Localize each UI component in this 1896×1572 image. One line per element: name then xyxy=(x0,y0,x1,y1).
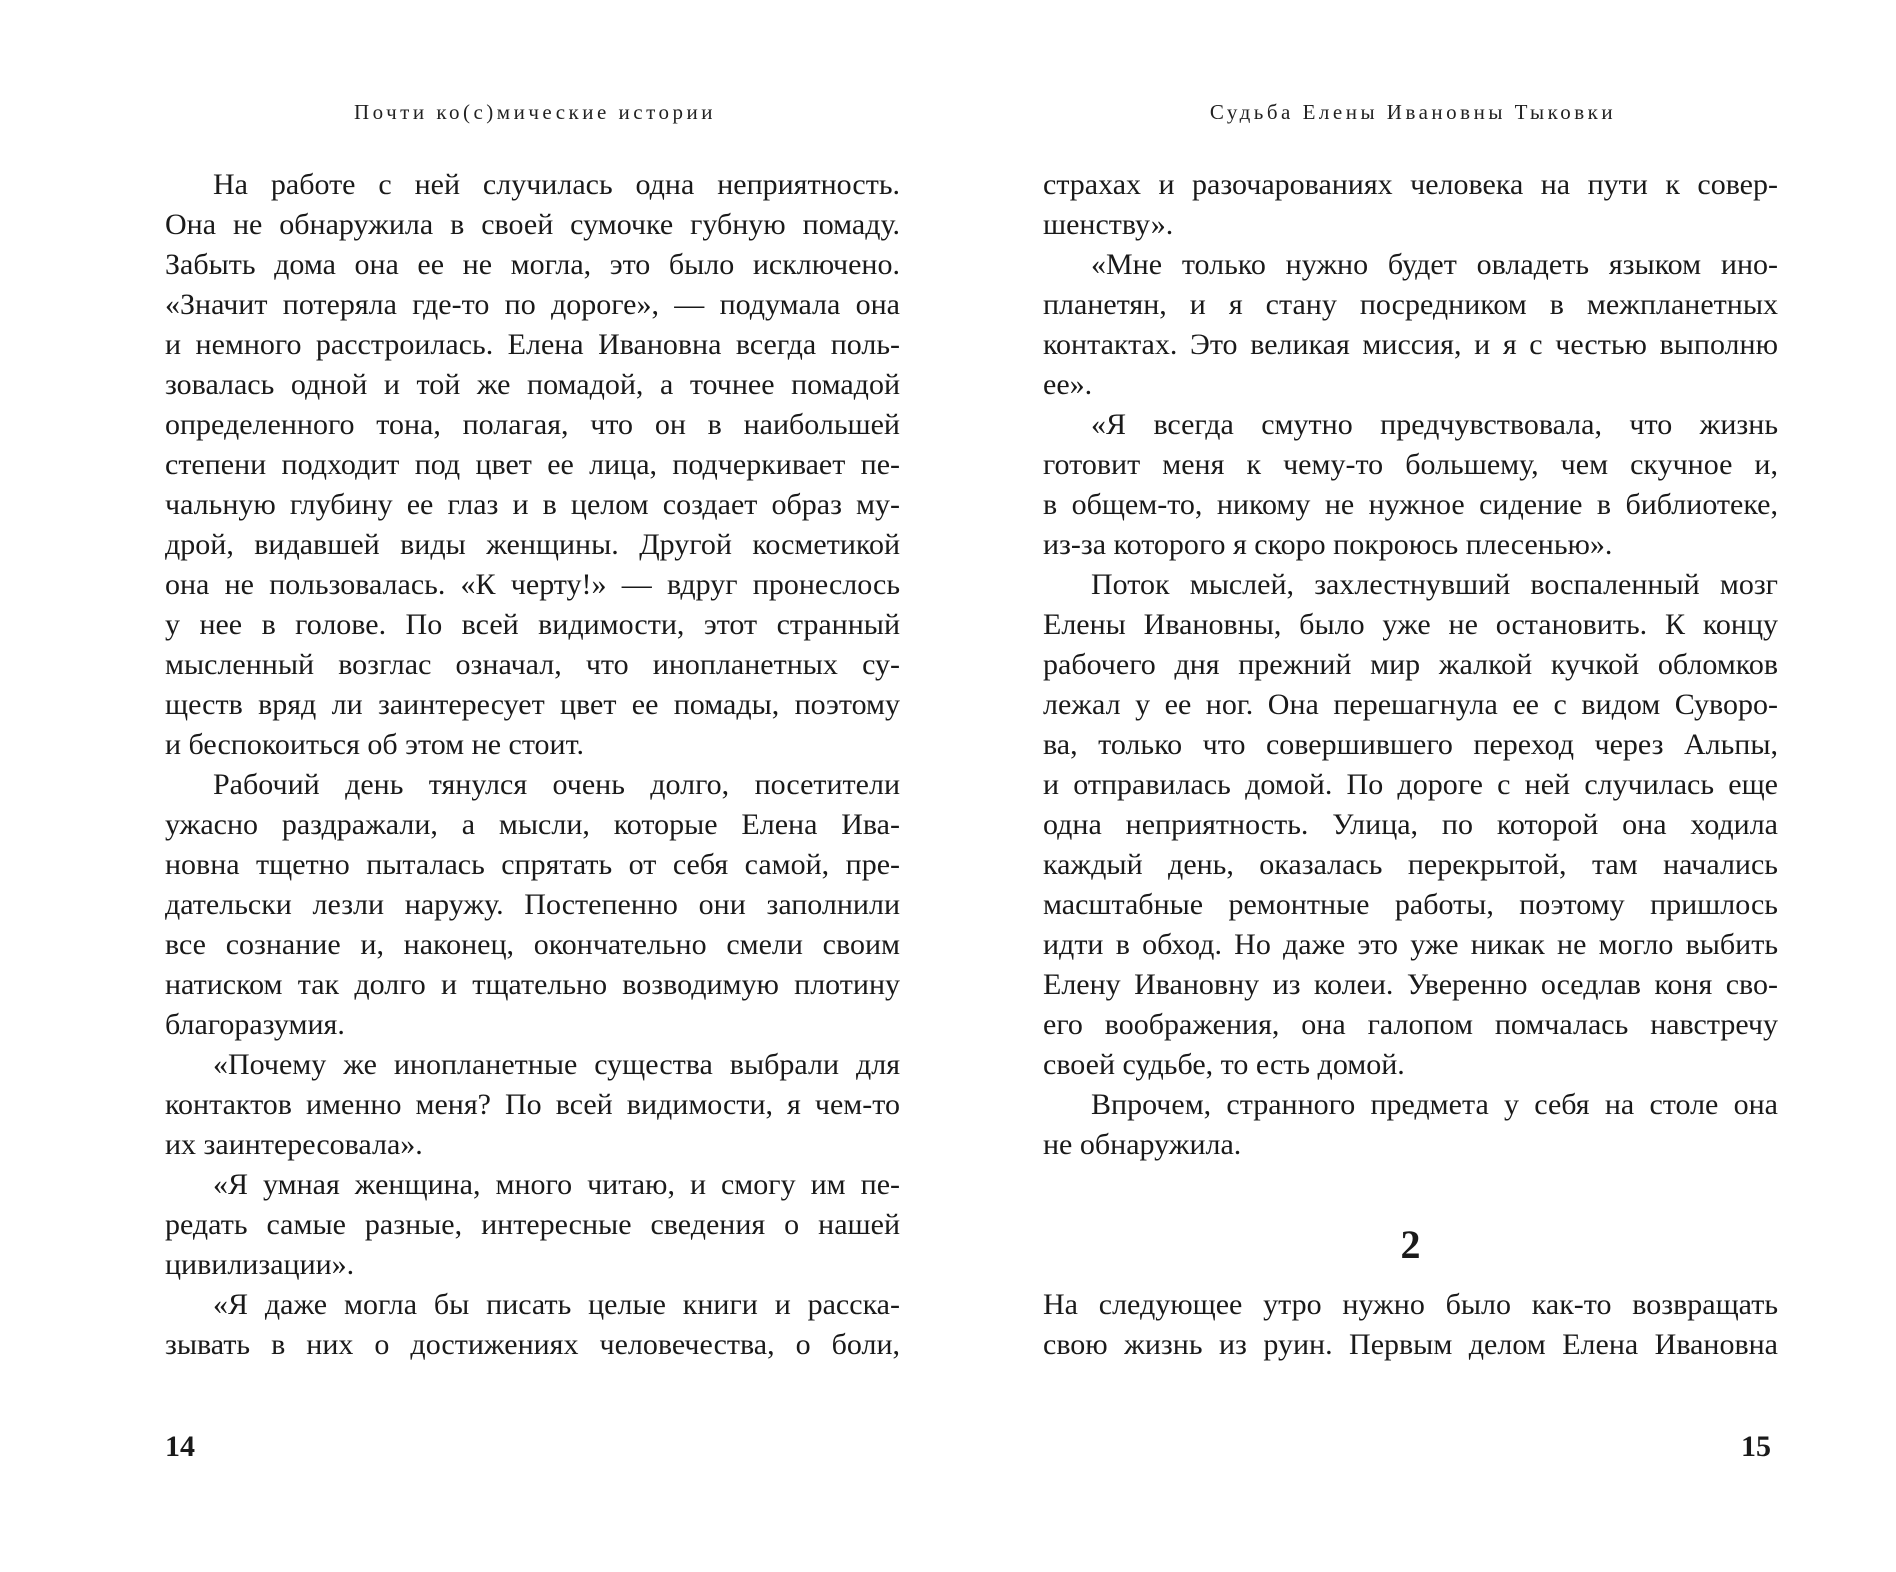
text-line: зовалась одной и той же помадой, а точнее помадой xyxy=(165,368,900,401)
text-line: «Почему же инопланетные существа выбрали для xyxy=(213,1048,900,1081)
text-line: контактов именно меня? По всей видимости, я чем-то xyxy=(165,1088,900,1121)
text-line: новна тщетно пыталась спрятать от себя самой, пре- xyxy=(165,848,900,881)
text-line: планетян, и я стану посредником в межпланетных xyxy=(1043,288,1778,321)
page-number-right: 15 xyxy=(1741,1430,1771,1463)
text-line: и беспокоиться об этом не стоит. xyxy=(165,728,584,761)
text-line: благоразумия. xyxy=(165,1008,345,1041)
text-line: рабочего дня прежний мир жалкой кучкой обломков xyxy=(1043,648,1778,681)
text-line: масштабные ремонтные работы, поэтому пришлось xyxy=(1043,888,1778,921)
text-line: определенного тона, полагая, что он в наибольшей xyxy=(165,408,900,441)
text-line: редать самые разные, интересные сведения о нашей xyxy=(165,1208,900,1241)
text-line: Елену Ивановну из колеи. Уверенно оседлав коня сво- xyxy=(1043,968,1778,1001)
text-line: «Мне только нужно будет овладеть языком ино- xyxy=(1091,248,1778,281)
text-line: На следующее утро нужно было как-то возвращать xyxy=(1043,1288,1778,1321)
text-block-before-chapter xyxy=(1043,165,1778,1165)
text-line: их заинтересовала». xyxy=(165,1128,423,1161)
text-line: свою жизнь из руин. Первым делом Елена Ивановна xyxy=(1043,1328,1778,1361)
text-line: Забыть дома она ее не могла, это было исключено. xyxy=(165,248,900,281)
text-line: одна неприятность. Улица, по которой она ходила xyxy=(1043,808,1778,841)
text-line: она не пользовалась. «К черту!» — вдруг пронеслось xyxy=(165,568,900,601)
text-line: контактах. Это великая миссия, и я с честью выполню xyxy=(1043,328,1778,361)
text-line: дрой, видавшей виды женщины. Другой косметикой xyxy=(165,528,900,561)
text-block-after-chapter xyxy=(1043,1285,1778,1365)
right-page-text xyxy=(1043,165,1778,1365)
page-number-left: 14 xyxy=(165,1430,195,1463)
text-line: каждый день, оказалась перекрытой, там начались xyxy=(1043,848,1778,881)
text-line: дательски лезли наружу. Постепенно они заполнили xyxy=(165,888,900,921)
text-line: его воображения, она галопом помчалась навстречу xyxy=(1043,1008,1778,1041)
text-line: Поток мыслей, захлестнувший воспаленный мозг xyxy=(1091,568,1778,601)
text-line: «Я даже могла бы писать целые книги и расска- xyxy=(213,1288,900,1321)
text-line: цивилизации». xyxy=(165,1248,355,1281)
text-line: в общем-то, никому не нужное сидение в библиотеке, xyxy=(1043,488,1778,521)
text-line: Елены Ивановны, было уже не остановить. К концу xyxy=(1043,608,1778,641)
text-line: идти в обход. Но даже это уже никак не могло выбить xyxy=(1043,928,1778,961)
text-line: лежал у ее ног. Она перешагнула ее с видом Суворо- xyxy=(1043,688,1778,721)
text-line: ществ вряд ли заинтересует цвет ее помады, поэтому xyxy=(165,688,900,721)
text-line: у нее в голове. По всей видимости, этот странный xyxy=(165,608,900,641)
text-line: «Я всегда смутно предчувствовала, что жизнь xyxy=(1091,408,1778,441)
running-head-left: Почти ко(с)мические истории xyxy=(354,100,716,124)
text-line: натиском так долго и тщательно возводимую плотину xyxy=(165,968,900,1001)
text-line: страхах и разочарованиях человека на пути к совер- xyxy=(1043,168,1778,201)
text-line: «Значит потеряла где-то по дороге», — подумала она xyxy=(165,288,900,321)
text-line: ва, только что совершившего переход через Альпы, xyxy=(1043,728,1778,761)
text-line: и немного расстроилась. Елена Ивановна всегда поль- xyxy=(165,328,900,361)
chapter-number: 2 xyxy=(1400,1222,1421,1267)
text-line: не обнаружила. xyxy=(1043,1128,1242,1161)
text-line: мысленный возглас означал, что инопланетных су- xyxy=(165,648,900,681)
running-head-right: Судьба Елены Ивановны Тыковки xyxy=(1209,100,1617,124)
text-line: Рабочий день тянулся очень долго, посетители xyxy=(213,768,900,801)
text-line: шенству». xyxy=(1043,208,1174,241)
text-line: ужасно раздражали, а мысли, которые Елена Ива- xyxy=(165,808,900,841)
left-page-text xyxy=(165,165,900,1365)
text-line: зывать в них о достижениях человечества, о боли, xyxy=(165,1328,900,1361)
text-line: чальную глубину ее глаз и в целом создает образ му- xyxy=(165,488,900,521)
text-line: своей судьбе, то есть домой. xyxy=(1043,1048,1405,1081)
text-line: Она не обнаружила в своей сумочке губную помаду. xyxy=(165,208,900,241)
text-line: ее». xyxy=(1043,368,1093,401)
text-line: степени подходит под цвет ее лица, подчеркивает пе- xyxy=(165,448,900,481)
text-line: Впрочем, странного предмета у себя на столе она xyxy=(1091,1088,1778,1121)
text-line: из-за которого я скоро покроюсь плесенью». xyxy=(1043,528,1613,561)
text-line: «Я умная женщина, много читаю, и смогу им пе- xyxy=(213,1168,900,1201)
text-line: все сознание и, наконец, окончательно смели своим xyxy=(165,928,900,961)
text-line: На работе с ней случилась одна неприятность. xyxy=(213,168,900,201)
text-line: и отправилась домой. По дороге с ней случилась еще xyxy=(1043,768,1778,801)
text-line: готовит меня к чему-то большему, чем скучное и, xyxy=(1043,448,1778,481)
